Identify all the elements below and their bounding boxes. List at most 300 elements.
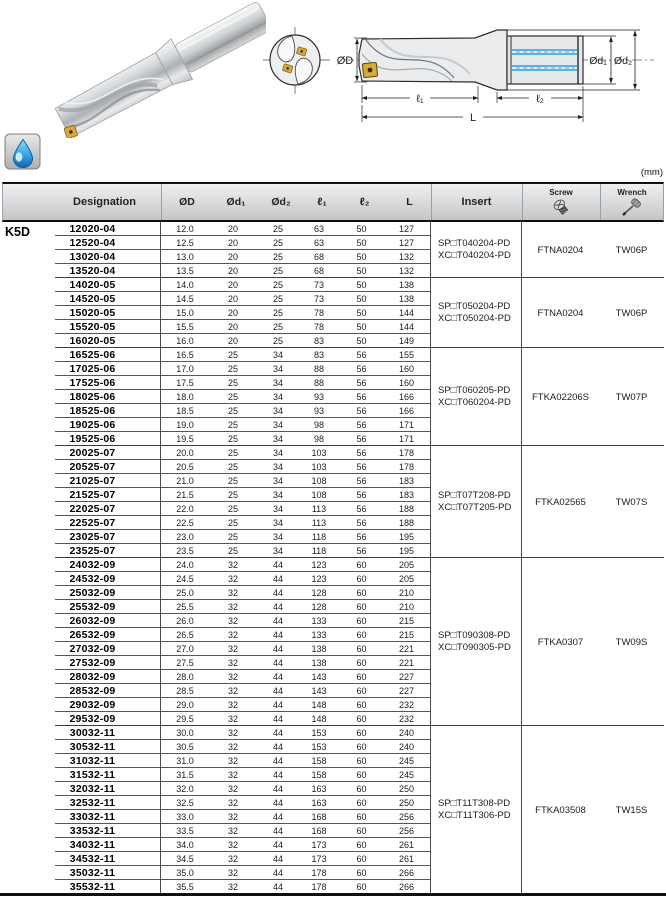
value-cell-od2: 44 (272, 798, 283, 808)
value-cell-len: 144 (398, 308, 415, 318)
value-cell-od: 27.0 (176, 644, 194, 654)
header-screw (522, 184, 600, 220)
column-line (430, 222, 431, 893)
value-cell-od1: 32 (227, 686, 238, 696)
value-cell-od2: 44 (272, 742, 283, 752)
designation-cell: 18025-06 (69, 391, 116, 403)
value-cell-od: 18.5 (176, 406, 194, 416)
value-cell-od2: 44 (272, 588, 283, 598)
value-cell-od: 12.0 (176, 224, 194, 234)
value-cell-od2: 44 (272, 812, 283, 822)
value-cell-od2: 25 (272, 238, 283, 248)
designation-cell: 12020-04 (69, 223, 116, 235)
designation-cell: 24532-09 (69, 573, 116, 585)
designation-cell: 17025-06 (69, 363, 116, 375)
designation-cell: 21525-07 (69, 489, 116, 501)
value-cell-l2: 60 (356, 644, 367, 654)
value-cell-len: 227 (398, 686, 415, 696)
value-cell-l2: 50 (356, 322, 367, 332)
value-cell-l1: 83 (313, 336, 324, 346)
value-cell-l2: 60 (356, 700, 367, 710)
value-cell-od: 31.5 (176, 770, 194, 780)
wrench-cell: TW06P (615, 307, 648, 319)
designation-cell: 20525-07 (69, 461, 116, 473)
designation-cell: 18525-06 (69, 405, 116, 417)
value-cell-len: 155 (398, 350, 415, 360)
designation-cell: 19525-06 (69, 433, 116, 445)
designation-cell: 24032-09 (69, 559, 116, 571)
value-cell-od1: 32 (227, 602, 238, 612)
designation-cell: 35532-11 (69, 881, 116, 893)
value-cell-l1: 168 (311, 826, 327, 836)
value-cell-od1: 32 (227, 854, 238, 864)
designation-cell: 26532-09 (69, 629, 116, 641)
designation-cell: 33532-11 (69, 825, 116, 837)
value-cell-od1: 32 (227, 560, 238, 570)
value-cell-len: 138 (398, 280, 415, 290)
series-label: K5D (5, 225, 31, 239)
value-cell-l2: 60 (356, 714, 367, 724)
value-cell-od: 32.5 (176, 798, 194, 808)
value-cell-od1: 32 (227, 630, 238, 640)
value-cell-od1: 32 (227, 658, 238, 668)
value-cell-od: 28.0 (176, 672, 194, 682)
value-cell-l1: 173 (311, 840, 327, 850)
value-cell-od: 15.5 (176, 322, 194, 332)
value-cell-l2: 56 (356, 364, 367, 374)
value-cell-od1: 20 (227, 252, 238, 262)
value-cell-od1: 32 (227, 574, 238, 584)
value-cell-od1: 20 (227, 280, 238, 290)
value-cell-od: 34.5 (176, 854, 194, 864)
value-cell-len: 250 (398, 784, 415, 794)
value-cell-l2: 50 (356, 224, 367, 234)
value-cell-l2: 56 (356, 420, 367, 430)
value-cell-l2: 60 (356, 560, 367, 570)
value-cell-len: 256 (398, 812, 415, 822)
value-cell-od2: 25 (272, 266, 283, 276)
value-cell-len: 132 (398, 266, 415, 276)
header-l2: ℓ₂ (359, 196, 370, 208)
value-cell-od: 15.0 (176, 308, 194, 318)
value-cell-od2: 44 (272, 574, 283, 584)
value-cell-l1: 163 (311, 798, 327, 808)
value-cell-l2: 60 (356, 574, 367, 584)
value-cell-l2: 50 (356, 308, 367, 318)
insert-designation: XC□T050204-PD (438, 313, 511, 324)
header-len: L (406, 196, 413, 208)
value-cell-l2: 50 (356, 336, 367, 346)
value-cell-l2: 60 (356, 812, 367, 822)
insert-cell (431, 348, 519, 446)
value-cell-od: 13.0 (176, 252, 194, 262)
value-cell-od1: 20 (227, 336, 238, 346)
table-header (2, 182, 664, 222)
value-cell-od2: 34 (272, 476, 283, 486)
value-cell-od2: 34 (272, 504, 283, 514)
value-cell-len: 160 (398, 364, 415, 374)
value-cell-l2: 56 (356, 504, 367, 514)
wrench-cell: TW09S (615, 636, 648, 648)
value-cell-od: 25.0 (176, 588, 194, 598)
designation-cell: 33032-11 (69, 811, 116, 823)
value-cell-od2: 44 (272, 854, 283, 864)
value-cell-od: 33.0 (176, 812, 194, 822)
designation-cell: 31532-11 (69, 769, 116, 781)
value-cell-l1: 118 (311, 546, 327, 556)
value-cell-od1: 32 (227, 812, 238, 822)
value-cell-od2: 44 (272, 700, 283, 710)
value-cell-od1: 32 (227, 714, 238, 724)
value-cell-l1: 78 (313, 322, 324, 332)
value-cell-l2: 56 (356, 448, 367, 458)
screw-cell: FTNA0204 (537, 244, 584, 256)
value-cell-l2: 50 (356, 238, 367, 248)
designation-cell: 27032-09 (69, 643, 116, 655)
value-cell-len: 171 (398, 420, 415, 430)
insert-designation: XC□T11T306-PD (438, 810, 511, 821)
value-cell-len: 127 (398, 224, 415, 234)
value-cell-od2: 44 (272, 686, 283, 696)
insert-designation: XC□T07T205-PD (438, 502, 512, 513)
designation-cell: 31032-11 (69, 755, 116, 767)
screw-icon (551, 198, 571, 216)
value-cell-od1: 25 (227, 350, 238, 360)
value-cell-od2: 25 (272, 322, 283, 332)
header-wrench (600, 184, 664, 220)
label-shank-dia: Ød₁ (589, 55, 607, 67)
value-cell-od: 22.0 (176, 504, 194, 514)
value-cell-od2: 44 (272, 630, 283, 640)
value-cell-len: 245 (398, 770, 415, 780)
value-cell-od: 24.0 (176, 560, 194, 570)
value-cell-od2: 34 (272, 392, 283, 402)
value-cell-len: 195 (398, 546, 415, 556)
value-cell-od: 19.5 (176, 434, 194, 444)
header-od2: Ød₂ (271, 196, 291, 208)
value-cell-od: 16.5 (176, 350, 194, 360)
value-cell-od2: 44 (272, 882, 283, 892)
value-cell-l2: 50 (356, 294, 367, 304)
value-cell-l1: 158 (311, 770, 327, 780)
value-cell-len: 221 (398, 658, 415, 668)
insert-designation: SP□T090308-PD (438, 630, 511, 641)
value-cell-l1: 168 (311, 812, 327, 822)
wrench-cell: TW07P (615, 391, 648, 403)
value-cell-l2: 56 (356, 350, 367, 360)
value-cell-l2: 60 (356, 686, 367, 696)
value-cell-l1: 133 (311, 616, 327, 626)
value-cell-od2: 44 (272, 560, 283, 570)
designation-cell: 23525-07 (69, 545, 116, 557)
value-cell-l1: 138 (311, 658, 327, 668)
value-cell-l2: 60 (356, 672, 367, 682)
drill-body-photo (49, 2, 266, 138)
value-cell-len: 127 (398, 238, 415, 248)
value-cell-l1: 153 (311, 742, 327, 752)
value-cell-od2: 44 (272, 644, 283, 654)
value-cell-l1: 163 (311, 784, 327, 794)
designation-cell: 20025-07 (69, 447, 116, 459)
designation-cell: 14020-05 (69, 279, 116, 291)
header-od: ØD (179, 196, 195, 208)
value-cell-od: 14.5 (176, 294, 194, 304)
value-cell-l1: 118 (311, 532, 327, 542)
insert-side (362, 62, 377, 77)
value-cell-od1: 32 (227, 770, 238, 780)
value-cell-l1: 128 (311, 602, 327, 612)
value-cell-od: 12.5 (176, 238, 194, 248)
value-cell-od: 31.0 (176, 756, 194, 766)
value-cell-od1: 25 (227, 420, 238, 430)
value-cell-od2: 34 (272, 546, 283, 556)
value-cell-od1: 32 (227, 644, 238, 654)
designation-cell: 22525-07 (69, 517, 116, 529)
value-cell-od1: 32 (227, 882, 238, 892)
value-cell-od2: 44 (272, 658, 283, 668)
value-cell-len: 240 (398, 742, 415, 752)
insert-cell (431, 446, 519, 558)
label-collar-dia: Ød₂ (613, 55, 633, 67)
value-cell-od: 17.5 (176, 378, 194, 388)
value-cell-od2: 34 (272, 532, 283, 542)
value-cell-od: 18.0 (176, 392, 194, 402)
value-cell-l1: 68 (313, 252, 324, 262)
column-line (521, 222, 522, 893)
value-cell-od: 22.5 (176, 518, 194, 528)
designation-cell: 12520-04 (69, 237, 116, 249)
value-cell-l2: 60 (356, 770, 367, 780)
label-flute-length: ℓ₁ (416, 93, 424, 105)
value-cell-od1: 32 (227, 756, 238, 766)
value-cell-l1: 108 (311, 490, 327, 500)
value-cell-len: 221 (398, 644, 415, 654)
value-cell-od2: 25 (272, 224, 283, 234)
value-cell-len: 232 (398, 700, 415, 710)
value-cell-l1: 98 (313, 420, 324, 430)
table-bottom-border (0, 893, 666, 896)
designation-cell: 30032-11 (69, 727, 116, 739)
value-cell-od1: 20 (227, 294, 238, 304)
insert-designation: SP□T11T308-PD (438, 798, 511, 809)
value-cell-l2: 50 (356, 266, 367, 276)
value-cell-len: 138 (398, 294, 415, 304)
screw-cell: FTKA03508 (535, 804, 586, 816)
value-cell-len: 210 (398, 602, 415, 612)
value-cell-len: 261 (398, 854, 415, 864)
designation-cell: 35032-11 (69, 867, 116, 879)
value-cell-od: 13.5 (176, 266, 194, 276)
header-l1: ℓ₁ (317, 196, 327, 208)
value-cell-od1: 32 (227, 784, 238, 794)
value-cell-l1: 153 (311, 728, 327, 738)
value-cell-od1: 20 (227, 308, 238, 318)
value-cell-l1: 63 (313, 224, 324, 234)
header-wrench-label: Wrench (617, 188, 647, 197)
value-cell-od2: 34 (272, 462, 283, 472)
value-cell-od2: 44 (272, 756, 283, 766)
value-cell-l1: 68 (313, 266, 324, 276)
value-cell-l1: 88 (313, 378, 324, 388)
designation-cell: 28032-09 (69, 671, 116, 683)
value-cell-l2: 56 (356, 490, 367, 500)
wrench-cell: TW15S (615, 804, 648, 816)
value-cell-l1: 108 (311, 476, 327, 486)
insert-designation: SP□T050204-PD (438, 301, 511, 312)
value-cell-l1: 88 (313, 364, 324, 374)
value-cell-od2: 34 (272, 420, 283, 430)
value-cell-len: 210 (398, 588, 415, 598)
value-cell-od2: 34 (272, 364, 283, 374)
value-cell-l1: 123 (311, 560, 327, 570)
value-cell-od: 20.5 (176, 462, 194, 472)
coolant-icon (4, 133, 42, 171)
value-cell-od2: 25 (272, 252, 283, 262)
value-cell-od1: 25 (227, 518, 238, 528)
value-cell-len: 245 (398, 756, 415, 766)
value-cell-od2: 34 (272, 434, 283, 444)
designation-cell: 30532-11 (69, 741, 116, 753)
value-cell-len: 188 (398, 518, 415, 528)
label-overall-length: L (469, 112, 477, 124)
unit-label: (mm) (640, 167, 663, 178)
value-cell-od: 35.5 (176, 882, 194, 892)
value-cell-od1: 25 (227, 462, 238, 472)
value-cell-od1: 32 (227, 826, 238, 836)
value-cell-od: 23.0 (176, 532, 194, 542)
value-cell-l1: 73 (313, 280, 324, 290)
value-cell-l1: 148 (311, 714, 327, 724)
insert-designation: XC□T090305-PD (438, 642, 511, 653)
value-cell-od2: 25 (272, 308, 283, 318)
value-cell-od: 30.5 (176, 742, 194, 752)
header-designation: Designation (73, 196, 136, 208)
value-cell-len: 256 (398, 826, 415, 836)
value-cell-l1: 113 (311, 518, 327, 528)
value-cell-len: 178 (398, 448, 415, 458)
screw-cell: FTNA0204 (537, 307, 584, 319)
value-cell-od1: 25 (227, 364, 238, 374)
value-cell-len: 132 (398, 252, 415, 262)
value-cell-od1: 20 (227, 322, 238, 332)
value-cell-od: 19.0 (176, 420, 194, 430)
value-cell-l2: 60 (356, 868, 367, 878)
value-cell-l2: 56 (356, 406, 367, 416)
value-cell-l2: 56 (356, 434, 367, 444)
value-cell-l2: 50 (356, 280, 367, 290)
designation-cell: 15020-05 (69, 307, 116, 319)
label-shank-length: ℓ₂ (536, 93, 544, 105)
value-cell-l2: 56 (356, 392, 367, 402)
designation-cell: 21025-07 (69, 475, 116, 487)
value-cell-od1: 32 (227, 672, 238, 682)
value-cell-l1: 63 (313, 238, 324, 248)
designation-cell: 14520-05 (69, 293, 116, 305)
value-cell-od1: 20 (227, 266, 238, 276)
value-cell-od2: 34 (272, 378, 283, 388)
value-cell-od1: 32 (227, 616, 238, 626)
value-cell-len: 250 (398, 798, 415, 808)
value-cell-len: 166 (398, 392, 415, 402)
value-cell-l1: 98 (313, 434, 324, 444)
value-cell-od1: 32 (227, 742, 238, 752)
value-cell-od1: 25 (227, 532, 238, 542)
insert-designation: SP□T07T208-PD (438, 490, 511, 501)
value-cell-od2: 44 (272, 714, 283, 724)
value-cell-od: 28.5 (176, 686, 194, 696)
value-cell-od2: 44 (272, 770, 283, 780)
value-cell-od2: 25 (272, 336, 283, 346)
wrench-cell: TW07S (615, 496, 648, 508)
value-cell-l2: 60 (356, 882, 367, 892)
value-cell-l2: 60 (356, 742, 367, 752)
value-cell-od2: 44 (272, 672, 283, 682)
insert-designation: SP□T060205-PD (438, 385, 511, 396)
designation-cell: 16525-06 (69, 349, 116, 361)
designation-cell: 34532-11 (69, 853, 116, 865)
value-cell-od: 16.0 (176, 336, 194, 346)
value-cell-l1: 173 (311, 854, 327, 864)
value-cell-l2: 56 (356, 546, 367, 556)
designation-cell: 22025-07 (69, 503, 116, 515)
value-cell-len: 149 (398, 336, 415, 346)
value-cell-len: 205 (398, 560, 415, 570)
value-cell-od1: 32 (227, 840, 238, 850)
value-cell-len: 171 (398, 434, 415, 444)
value-cell-l2: 60 (356, 658, 367, 668)
value-cell-l2: 60 (356, 630, 367, 640)
designation-cell: 19025-06 (69, 419, 116, 431)
value-cell-od2: 25 (272, 280, 283, 290)
value-cell-l2: 56 (356, 518, 367, 528)
value-cell-od2: 34 (272, 350, 283, 360)
value-cell-od: 21.5 (176, 490, 194, 500)
designation-cell: 15520-05 (69, 321, 116, 333)
designation-cell: 13520-04 (69, 265, 116, 277)
value-cell-len: 261 (398, 840, 415, 850)
value-cell-od: 34.0 (176, 840, 194, 850)
value-cell-l1: 158 (311, 756, 327, 766)
value-cell-l1: 148 (311, 700, 327, 710)
designation-cell: 32032-11 (69, 783, 116, 795)
insert-designation: XC□T060204-PD (438, 397, 511, 408)
value-cell-l1: 83 (313, 350, 324, 360)
header-od1: Ød₁ (226, 196, 246, 208)
value-cell-len: 266 (398, 868, 415, 878)
designation-cell: 34032-11 (69, 839, 116, 851)
value-cell-od: 35.0 (176, 868, 194, 878)
value-cell-l1: 78 (313, 308, 324, 318)
designation-cell: 16020-05 (69, 335, 116, 347)
designation-cell: 25032-09 (69, 587, 116, 599)
value-cell-l2: 60 (356, 602, 367, 612)
insert-cell (431, 222, 519, 278)
value-cell-od: 32.0 (176, 784, 194, 794)
designation-cell: 17525-06 (69, 377, 116, 389)
screw-cell: FTKA02565 (535, 496, 586, 508)
value-cell-l1: 93 (313, 406, 324, 416)
table-body (0, 222, 666, 893)
header-insert: Insert (461, 196, 492, 208)
value-cell-l1: 123 (311, 574, 327, 584)
value-cell-od: 23.5 (176, 546, 194, 556)
value-cell-l2: 56 (356, 462, 367, 472)
value-cell-len: 266 (398, 882, 415, 892)
designation-cell: 29532-09 (69, 713, 116, 725)
value-cell-l2: 60 (356, 588, 367, 598)
value-cell-len: 188 (398, 504, 415, 514)
value-cell-l2: 60 (356, 616, 367, 626)
